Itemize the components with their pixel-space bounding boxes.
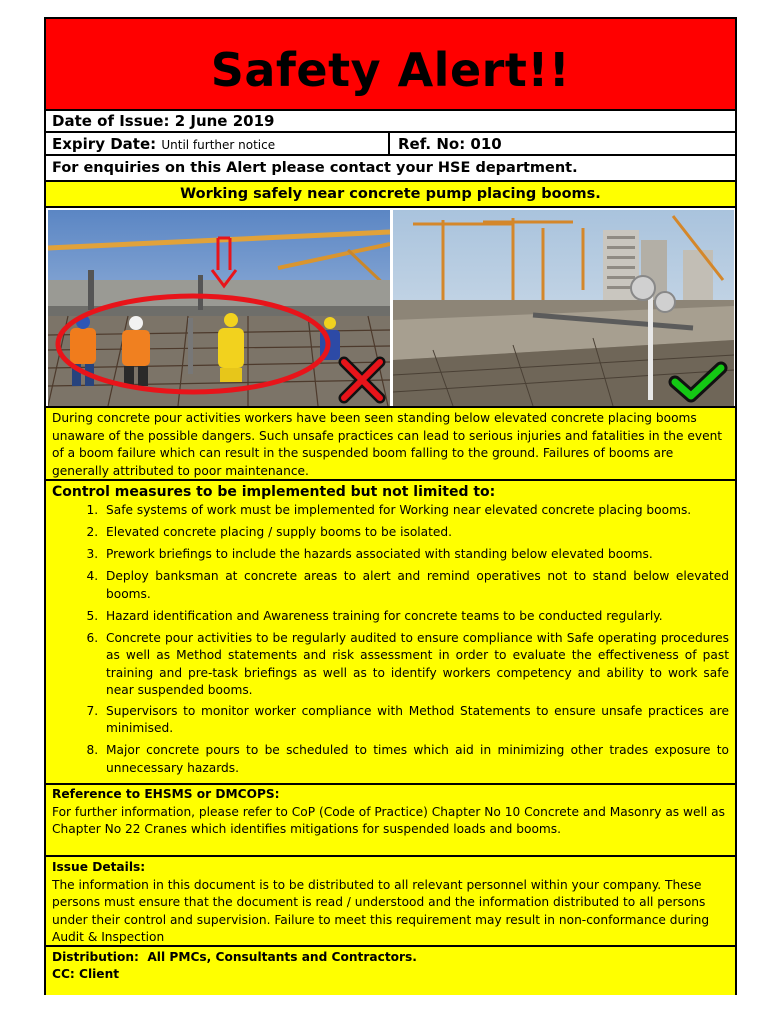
list-item: 3. Prework briefings to include the hazards associated with standing below elevated booms. xyxy=(102,546,729,564)
photo-panel xyxy=(46,208,735,408)
issue-details-text: The information in this document is to be distributed to all relevant personnel within your company. These persons must ensure that the document is read / understood and the information distributed to all persons under their control and supervision. Failure to meet this requirement may result in non-conformance during Audit & Inspection xyxy=(52,877,710,944)
title-banner xyxy=(46,19,735,111)
list-item: 5. Hazard identification and Awareness training for concrete teams to be conducted regularly. xyxy=(102,608,729,626)
distribution-line: Distribution: All PMCs, Consultants and Contractors. xyxy=(52,950,417,964)
expiry-value: Until further notice xyxy=(161,138,276,152)
control-measures xyxy=(46,481,735,785)
expiry-date xyxy=(46,133,390,154)
safety-alert-sheet xyxy=(44,17,737,995)
issue-details-section xyxy=(46,857,735,947)
reference-section xyxy=(46,785,735,857)
intro-paragraph: During concrete pour activities workers have been seen standing below elevated concrete placing booms unaware of the possible dangers. Such unsafe practices can lead to serious injuries and fatalities in the event of a boom failure which can result in the suspended boom falling to the ground. Failures of booms are generally attributed to poor maintenance. xyxy=(46,408,735,481)
page-title: Safety Alert!! xyxy=(210,43,571,97)
expiry-ref-row xyxy=(46,133,735,156)
unsafe-photo xyxy=(48,210,390,406)
reference-text: For further information, please refer to CoP (Code of Practice) Chapter No 10 Concrete and Masonry as well as Chapter No 22 Cranes which identifies mitigations for suspended loads and booms. xyxy=(52,804,725,836)
enquiries-line: For enquiries on this Alert please contact your HSE department. xyxy=(46,156,735,182)
safe-photo xyxy=(393,210,734,406)
list-item: 1. Safe systems of work must be implemented for Working near elevated concrete placing booms. xyxy=(102,502,729,520)
reference-heading: Reference to EHSMS or DMCOPS: xyxy=(52,787,280,801)
distribution-section xyxy=(46,947,735,995)
date-of-issue: Date of Issue: 2 June 2019 xyxy=(46,111,735,133)
expiry-label: Expiry Date: xyxy=(52,135,157,153)
control-list xyxy=(52,502,729,777)
list-item: 6. Concrete pour activities to be regularly audited to ensure compliance with Safe operating procedures as well as Method statements and risk assessment in order to evaluate the effectiveness of past training and pre-task briefings as well as to identify workers competency and ability to work safe near suspended booms. xyxy=(102,630,729,700)
issue-details-heading: Issue Details: xyxy=(52,860,146,874)
list-item: 8. Major concrete pours to be scheduled to times which aid in minimizing other trades exposure to unnecessary hazards. xyxy=(102,742,729,777)
alert-subtitle: Working safely near concrete pump placing booms. xyxy=(46,182,735,208)
list-item: 4. Deploy banksman at concrete areas to alert and remind operatives not to stand below elevated booms. xyxy=(102,568,729,603)
list-item: 7. Supervisors to monitor worker compliance with Method Statements to ensure unsafe practices are minimised. xyxy=(102,703,729,738)
cc-line: CC: Client xyxy=(52,967,120,981)
control-heading: Control measures to be implemented but not limited to: xyxy=(52,484,496,500)
list-item: 2. Elevated concrete placing / supply booms to be isolated. xyxy=(102,524,729,542)
ref-number: Ref. No: 010 xyxy=(398,135,502,153)
